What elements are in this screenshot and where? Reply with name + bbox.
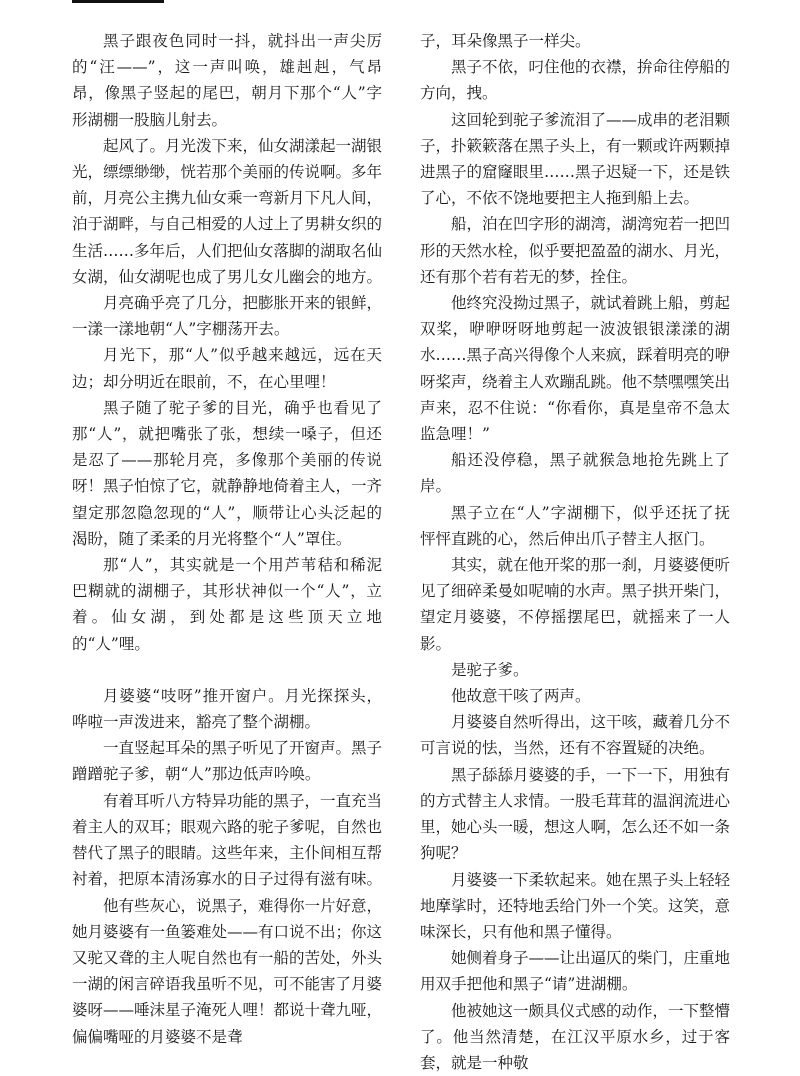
paragraph: 他有些灰心，说黑子，难得你一片好意，她月婆婆有一鱼篓难处——有口说不出；你这又驼又聋的主人呢自然也有一船的苦处，外头一湖的闲言碎语我虽听不见，可不能害了月婆婆呀——唾沫星子淹死人哩！都说十聋九哑，偏偏嘴哑的月婆婆不是聋 xyxy=(72,896,383,1046)
paragraph: 是驼子爹。 xyxy=(451,660,529,679)
paragraph-continued: 子，耳朵像黑子一样尖。 xyxy=(420,32,591,50)
section-break xyxy=(72,657,382,683)
paragraph: 黑子随了驼子爹的目光，确乎也看见了那“人”，就把嘴张了张，想续一嗓子，但还是忍了——那轮月亮，多像那个美丽的传说呀！黑子怕惊了它，就静静地倚着主人，一齐望定那忽隐忽现的“人”，顺带让心头泛起的渴盼，随了柔柔的月光将整个“人”罩住。 xyxy=(72,398,383,548)
paragraph: 那“人”，其实就是一个用芦苇秸和稀泥巴糊就的湖棚子，其形状神似一个“人”，立着。仙女湖，到处都是这些顶天立地的“人”哩。 xyxy=(72,556,382,653)
paragraph: 他被她这一颇具仪式感的动作，一下整懵了。他当然清楚，在江汉平原水乡，过于客套，就是一种敬 xyxy=(420,1001,731,1072)
paragraph: 他故意干咳了两声。 xyxy=(451,687,591,706)
paragraph: 黑子不依，叼住他的衣襟，拚命往停船的方向，拽。 xyxy=(420,58,731,103)
paragraph: 月婆婆一下柔软起来。她在黑子头上轻轻地摩挲时，还特地丢给门外一个笑。这笑，意味深长，只有他和黑子懂得。 xyxy=(420,870,731,941)
paragraph: 月光下，那“人”似乎越来越远，远在天边；却分明近在眼前，不，在心里哩！ xyxy=(72,346,382,391)
paragraph: 一直竖起耳朵的黑子听见了开窗声。黑子蹭蹭驼子爹，朝“人”那边低声吟唤。 xyxy=(72,739,383,784)
paragraph: 船，泊在凹字形的湖湾，湖湾宛若一把凹形的天然水栓，似乎要把盈盈的湖水、月光，还有那个若有若无的梦，拴住。 xyxy=(420,215,731,286)
paragraph: 有着耳听八方特异功能的黑子，一直充当着主人的双耳；眼观六路的驼子爹呢，自然也替代了黑子的眼睛。这些年来，主仆间相互帮衬着，把原本清汤寡水的日子过得有滋有味。 xyxy=(72,791,383,889)
paragraph: 月婆婆自然听得出，这干咳，藏着几分不可言说的怯，当然，还有不容置疑的决绝。 xyxy=(420,713,731,758)
paragraph: 月婆婆“吱呀”推开窗户。月光探探头，哗啦一声泼进来，豁亮了整个湖棚。 xyxy=(72,686,382,732)
paragraph: 黑子立在“人”字湖棚下，似乎还抚了抚怦怦直跳的心，然后伸出爪子替主人抠门。 xyxy=(420,503,730,548)
paragraph: 黑子跟夜色同时一抖，就抖出一声尖厉的“汪——”，这一声叫唤，雄赳赳，气昂昂，像黑子竖起的尾巴，朝月下那个“人”字形湖棚一股脑儿射去。 xyxy=(72,32,382,129)
top-rule xyxy=(72,0,164,3)
paragraph: 其实，就在他开桨的那一刹，月婆婆便听见了细碎柔曼如呢喃的水声。黑子拱开柴门，望定月婆婆，不停摇摆尾巴，就摇来了一人影。 xyxy=(420,556,731,653)
paragraph: 她侧着身子——让出逼仄的柴门，庄重地用双手把他和黑子“请”进湖棚。 xyxy=(420,949,731,994)
paragraph: 起风了。月光泼下来，仙女湖漾起一湖银光，缥缥缈缈，恍若那个美丽的传说啊。多年前，月亮公主携九仙女乘一弯新月下凡人间，泊于湖畔，与自己相爱的人过上了男耕女织的生活……多年后，人们把仙女落脚的湖取名仙女湖，仙女湖呢也成了男儿女儿幽会的地方。 xyxy=(72,136,383,286)
paragraph: 船还没停稳，黑子就猴急地抢先跳上了岸。 xyxy=(420,451,730,496)
left-column xyxy=(72,28,382,1050)
paragraph: 黑子舔舔月婆婆的手，一下一下，用独有的方式替主人求情。一股毛茸茸的温润流进心里，她心头一暖，想这人啊，怎么还不如一条狗呢？ xyxy=(420,765,731,863)
paragraph: 月亮确乎亮了几分，把膨胀开来的银鲜，一漾一漾地朝“人”字棚荡开去。 xyxy=(72,294,383,339)
right-column xyxy=(420,28,730,1076)
paragraph: 这回轮到驼子爹流泪了——成串的老泪颗子，扑簌簌落在黑子头上，有一颗或许两颗掉进黑子的窟窿眼里……黑子迟疑一下，还是铁了心，不依不饶地要把主人拖到船上去。 xyxy=(420,110,731,208)
paragraph: 他终究没拗过黑子，就试着跳上船，剪起双桨，咿咿呀呀地剪起一波波银银漾漾的湖水……黑子高兴得像个人来疯，踩着明亮的咿呀桨声，绕着主人欢蹦乱跳。他不禁嘿嘿笑出声来，忍不住说：“你看你，真是皇帝不急太监急哩！” xyxy=(420,294,731,444)
